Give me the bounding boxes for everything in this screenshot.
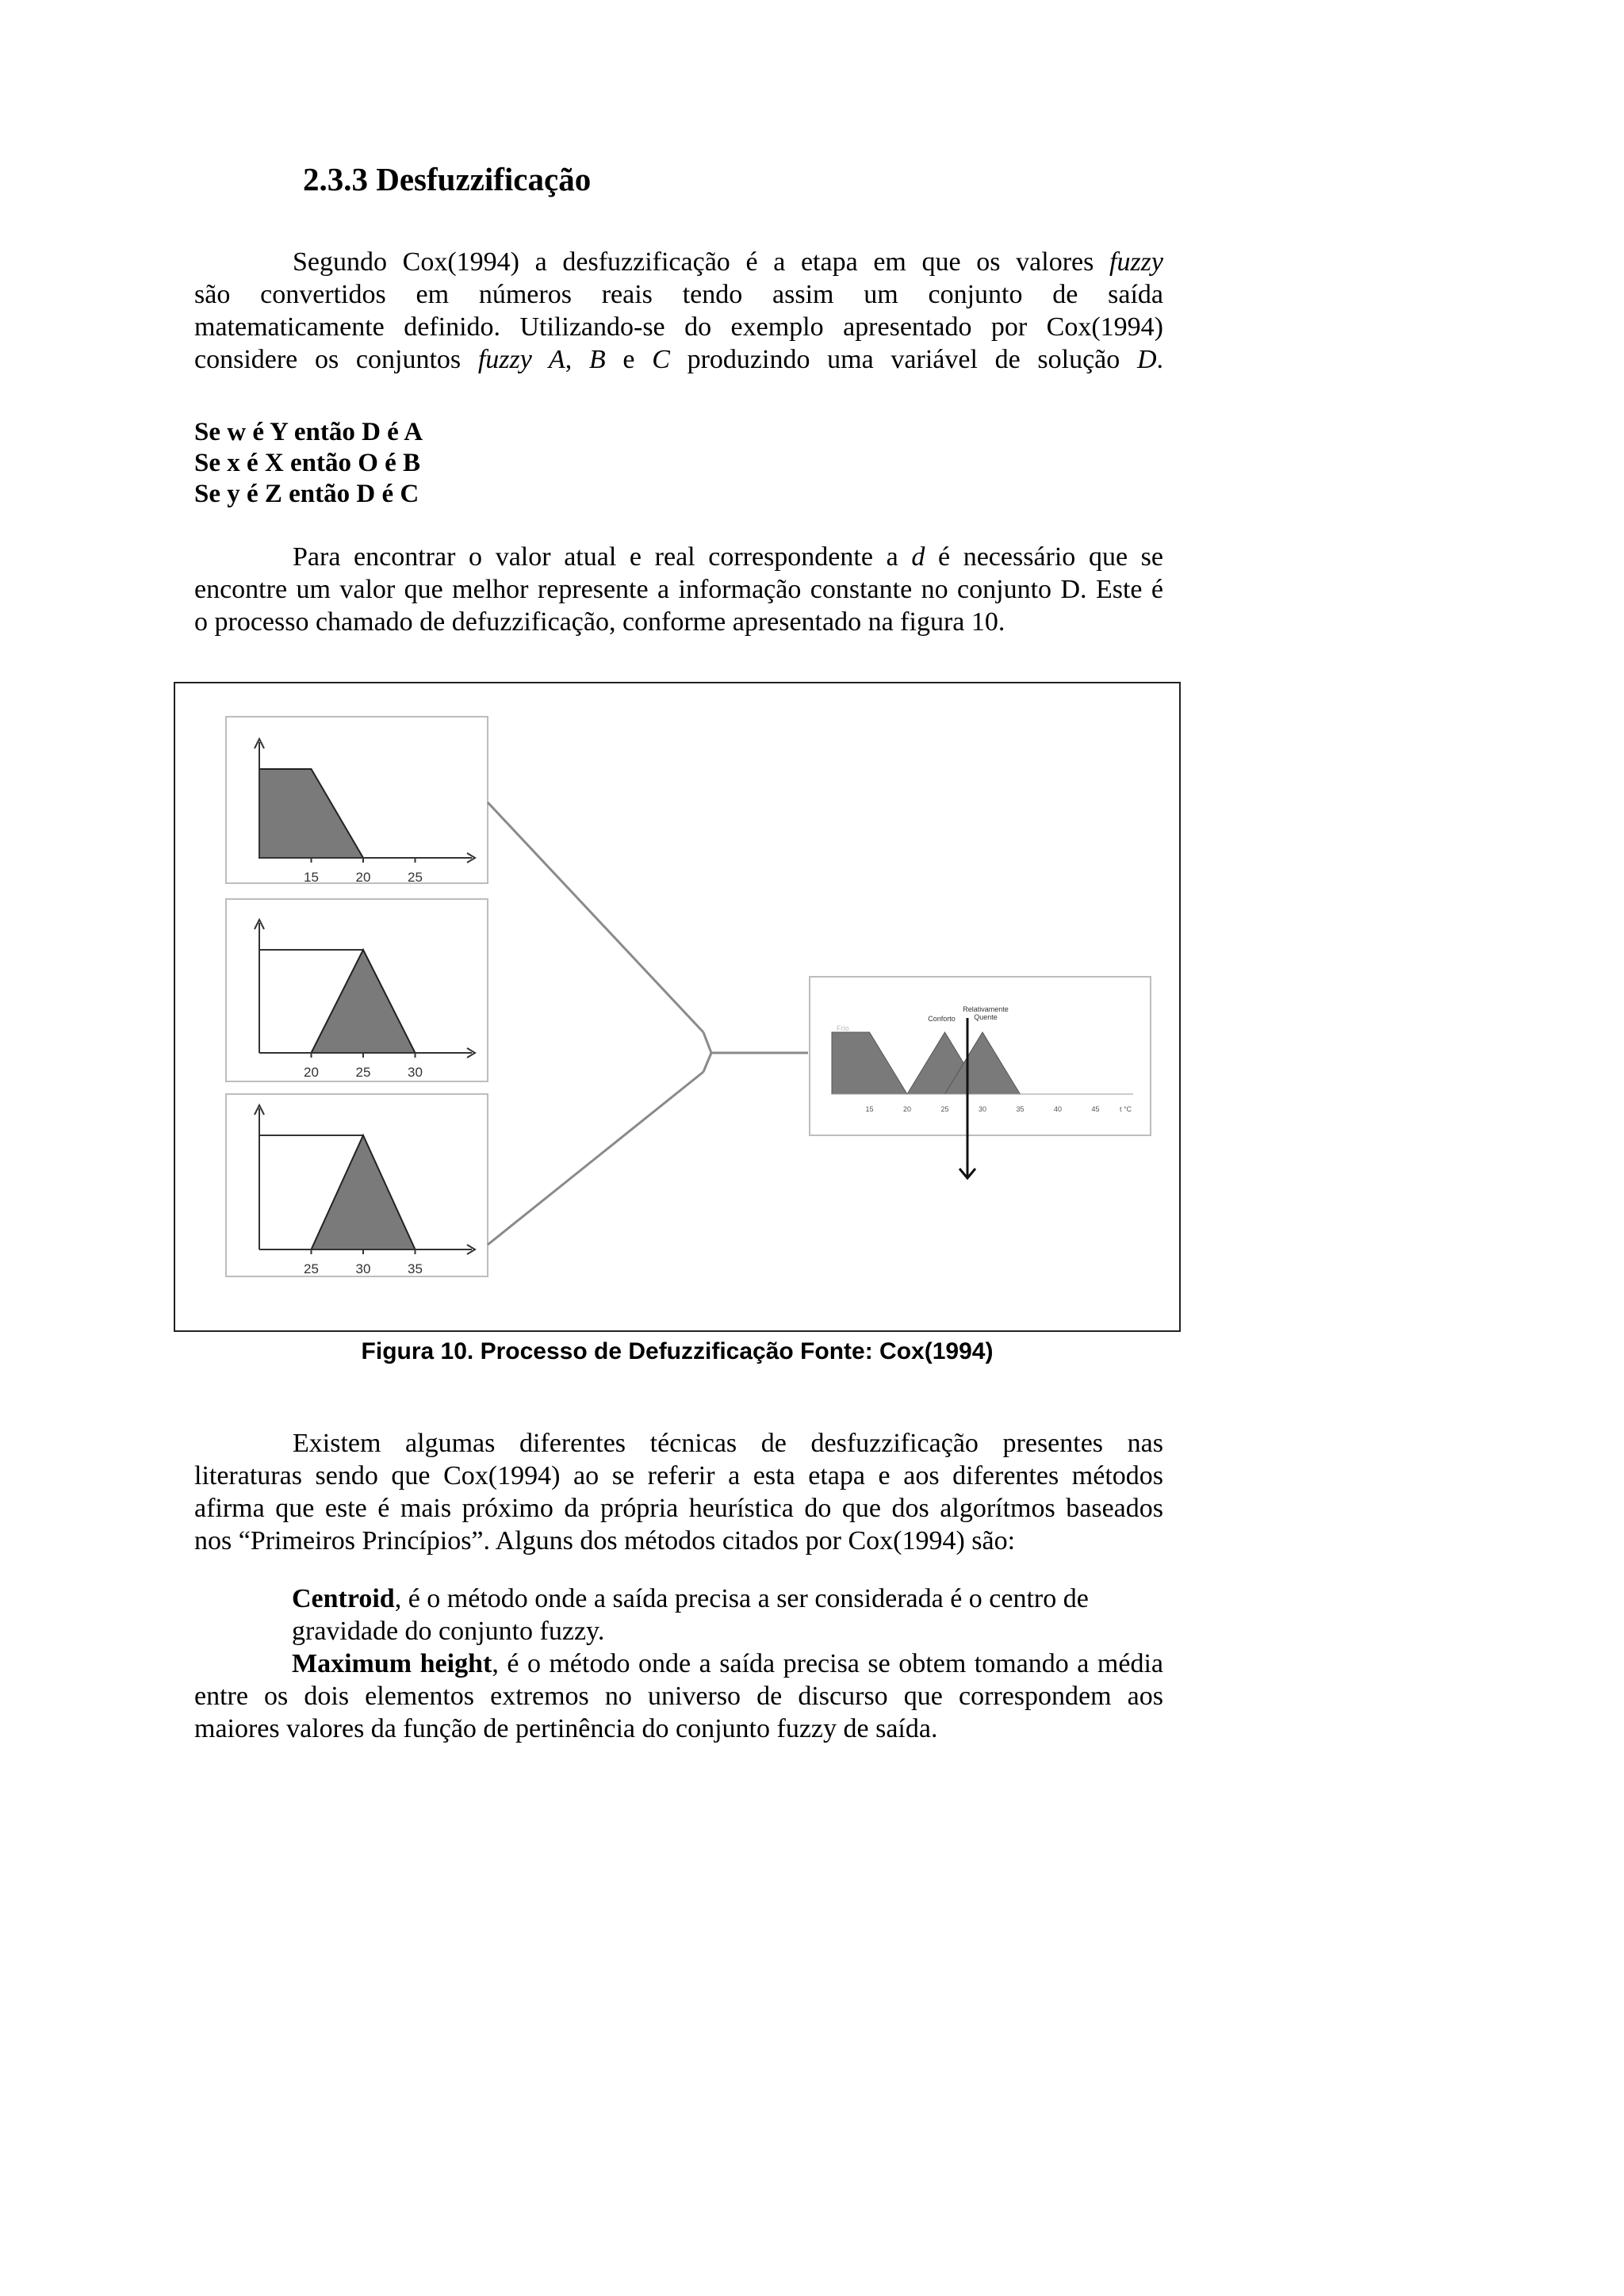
connector-line: [488, 802, 703, 1032]
text-run: ,: [565, 345, 589, 374]
rules-list: [194, 417, 423, 510]
connector-lines: [488, 802, 808, 1245]
text-run: Para encontrar o valor atual e real correspondente a: [293, 542, 912, 572]
text-line: entre os dois elementos extremos no universo de discurso que correspondem aos: [194, 1682, 1163, 1711]
text-run: , é o método onde a saída precisa se obtem tomando a média: [492, 1649, 1164, 1678]
defuzzification-diagram: [175, 683, 1179, 1330]
x-tick-label: 45: [1091, 1105, 1100, 1113]
x-tick-label: 15: [304, 870, 319, 885]
series-label: Conforto: [928, 1015, 956, 1023]
text-run: considere os conjuntos: [194, 345, 478, 374]
text-line: matematicamente definido. Utilizando-se do exemplo apresentado por Cox(1994): [194, 312, 1163, 342]
rule-2: Se x é X então O é B: [194, 449, 421, 477]
figure-caption: Figura 10. Processo de Defuzzificação Fonte: Cox(1994): [361, 1338, 994, 1364]
text-run: , é o método onde a saída precisa a ser considerada é o centro de: [394, 1584, 1089, 1613]
method-term: Centroid: [292, 1584, 395, 1613]
text-run: Segundo Cox(1994) a desfuzzificação é a etapa em que os valores: [293, 247, 1109, 277]
text-run: é necessário que se: [925, 542, 1163, 572]
text-run: .: [1156, 345, 1164, 374]
text-run-italic: B: [588, 345, 606, 374]
x-tick-label: 30: [408, 1065, 423, 1080]
x-tick-label: 25: [304, 1261, 319, 1276]
x-tick-label: 40: [1053, 1105, 1063, 1113]
text-line: nos “Primeiros Princípios”. Alguns dos métodos citados por Cox(1994) são:: [194, 1526, 1016, 1556]
x-tick-label: t °C: [1119, 1105, 1132, 1113]
x-tick-label: 15: [865, 1105, 874, 1113]
connector-line: [703, 1032, 711, 1053]
text-line: gravidade do conjunto fuzzy.: [292, 1617, 605, 1646]
x-tick-label: 30: [355, 1261, 371, 1276]
text-run-italic: d: [911, 542, 925, 572]
series-label: Frio: [837, 1024, 849, 1032]
x-tick-label: 25: [355, 1065, 371, 1080]
input-set-panel-1: [226, 717, 488, 885]
text-line: o processo chamado de defuzzificação, conforme apresentado na figura 10.: [194, 607, 1005, 637]
text-run: e: [605, 345, 653, 374]
text-line: maiores valores da função de pertinência do conjunto fuzzy de saída.: [194, 1714, 938, 1743]
rule-1: Se w é Y então D é A: [194, 418, 423, 446]
text-line: afirma que este é mais próximo da própria heurística do que dos algorítmos baseados: [194, 1494, 1163, 1523]
section-number: 2.3.3: [303, 161, 368, 197]
text-line: encontre um valor que melhor represente a informação constante no conjunto D. Este é: [194, 575, 1163, 604]
x-tick-label: 20: [304, 1065, 319, 1080]
paragraph-find-value: [194, 541, 1163, 638]
rule-3: Se y é Z então D é C: [194, 480, 419, 508]
paragraph-intro: [194, 246, 1163, 376]
method-term: Maximum height: [292, 1649, 492, 1678]
paragraph-techniques: [194, 1427, 1163, 1557]
text-line: são convertidos em números reais tendo assim um conjunto de saída: [194, 280, 1163, 309]
method-maximum-height: [292, 1647, 1163, 1680]
x-tick-label: 30: [978, 1105, 987, 1113]
x-tick-label: 20: [902, 1105, 912, 1113]
input-set-panel-2: [226, 899, 488, 1081]
method-centroid: [292, 1582, 1163, 1615]
x-tick-label: 25: [940, 1105, 949, 1113]
x-tick-label: 25: [408, 870, 423, 885]
x-tick-label: 20: [355, 870, 371, 885]
series-label: Relativamente: [963, 1005, 1009, 1013]
methods-list: [194, 1582, 1163, 1745]
text-line: Existem algumas diferentes técnicas de desfuzzificação presentes nas: [293, 1429, 1163, 1458]
text-run: produzindo uma variável de solução: [669, 345, 1137, 374]
x-tick-label: 35: [408, 1261, 423, 1276]
section-title: Desfuzzificação: [376, 161, 592, 197]
x-tick-label: 35: [1016, 1105, 1025, 1113]
text-run-italic: D: [1136, 345, 1157, 374]
input-set-panel-3: [226, 1094, 488, 1276]
series-label: Quente: [974, 1013, 998, 1021]
text-run-italic: fuzzy: [1109, 247, 1163, 277]
connector-line: [703, 1053, 711, 1072]
connector-line: [488, 1072, 703, 1245]
aggregate-output-panel: [810, 977, 1151, 1178]
section-heading: [303, 160, 591, 198]
figure-10: [174, 682, 1181, 1332]
text-run-italic: C: [652, 345, 670, 374]
text-run-italic: fuzzy A: [477, 345, 565, 374]
text-line: literaturas sendo que Cox(1994) ao se referir a esta etapa e aos diferentes métodos: [194, 1461, 1163, 1490]
